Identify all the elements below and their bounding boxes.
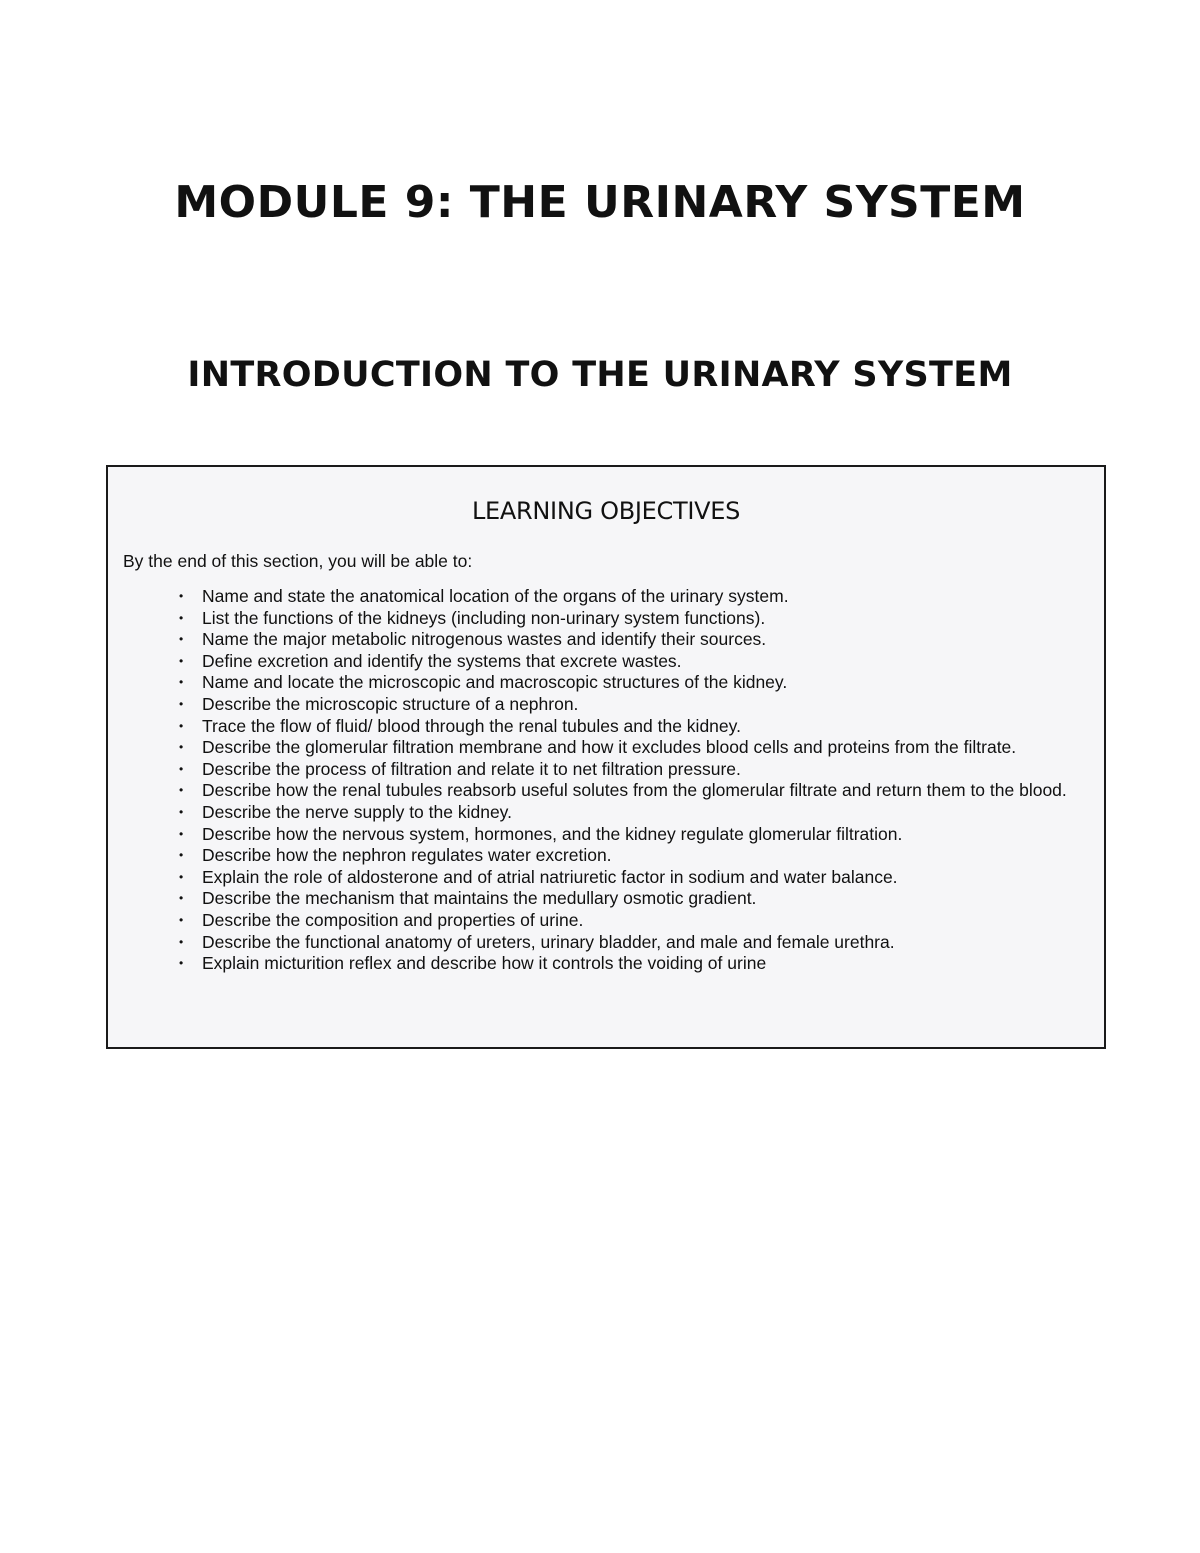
objective-text: Name and state the anatomical location of the organs of the urinary system. [202, 586, 789, 606]
bullet-icon: • [179, 610, 184, 625]
bullet-icon: • [179, 783, 184, 798]
objective-text: Describe the mechanism that maintains the medullary osmotic gradient. [202, 888, 757, 909]
bullet-icon: • [179, 740, 184, 755]
learning-objectives-box [106, 465, 1106, 1049]
objective-text: Describe the composition and properties of urine. [202, 909, 584, 930]
objective-text: Explain micturition reflex and describe how it controls the voiding of urine [202, 953, 767, 974]
objective-item [108, 932, 1104, 954]
objective-item [108, 759, 1104, 781]
bullet-icon: • [179, 869, 184, 884]
objective-text: Describe how the nervous system, hormones, and the kidney regulate glomerular filtration. [202, 823, 903, 844]
bullet-icon: • [179, 761, 184, 776]
objective-text: Describe the microscopic structure of a nephron. [202, 693, 579, 714]
objective-text: Describe how the renal tubules reabsorb useful solutes from the glomerular filtrate and return them to the blood. [202, 780, 1067, 801]
objectives-list [108, 586, 1104, 975]
bullet-icon: • [179, 848, 184, 863]
bullet-icon: • [179, 675, 184, 690]
objective-text: Name the major metabolic nitrogenous wastes and identify their sources. [202, 629, 767, 650]
objective-text: Describe the process of filtration and relate it to net filtration pressure. [202, 758, 741, 779]
bullet-icon: • [179, 956, 184, 971]
objective-item [108, 845, 1104, 867]
bullet-icon: • [179, 696, 184, 711]
objective-text: Describe how the nephron regulates water excretion. [202, 845, 612, 866]
objective-text: Explain the role of aldosterone and of atrial natriuretic factor in sodium and water balance. [202, 866, 898, 887]
bullet-icon: • [179, 718, 184, 733]
objective-text: Describe the glomerular filtration membrane and how it excludes blood cells and proteins from the filtrate. [202, 737, 1017, 758]
bullet-icon: • [179, 653, 184, 668]
section-title: INTRODUCTION TO THE URINARY SYSTEM [187, 355, 1013, 395]
objective-item [108, 953, 1104, 975]
objective-text: Define excretion and identify the systems that excrete wastes. [202, 650, 682, 671]
bullet-icon: • [179, 632, 184, 647]
objective-text: Name and locate the microscopic and macroscopic structures of the kidney. [202, 672, 788, 693]
objective-item [108, 867, 1104, 889]
objective-item [108, 824, 1104, 846]
bullet-icon: • [179, 934, 184, 949]
objective-item [108, 672, 1104, 694]
objective-text: Describe the functional anatomy of ureters, urinary bladder, and male and female urethra. [202, 931, 895, 952]
bullet-icon: • [179, 891, 184, 906]
bullet-icon: • [179, 589, 184, 603]
objective-item [108, 888, 1104, 910]
objective-item [108, 802, 1104, 824]
objective-item [108, 608, 1104, 630]
bullet-icon: • [179, 804, 184, 819]
objectives-intro: By the end of this section, you will be able to: [123, 551, 473, 571]
objective-item [108, 694, 1104, 716]
objective-item [108, 716, 1104, 738]
module-title: MODULE 9: THE URINARY SYSTEM [174, 177, 1026, 228]
bullet-icon: • [179, 826, 184, 841]
objective-text: Describe the nerve supply to the kidney. [202, 801, 512, 822]
objective-item [108, 910, 1104, 932]
objective-item [108, 586, 1104, 608]
objective-item [108, 780, 1104, 802]
bullet-icon: • [179, 912, 184, 927]
objective-item [108, 737, 1104, 759]
objective-item [108, 651, 1104, 673]
objective-text: Trace the flow of fluid/ blood through the renal tubules and the kidney. [202, 715, 741, 736]
objective-text: List the functions of the kidneys (including non-urinary system functions). [202, 607, 766, 628]
learning-objectives-heading: LEARNING OBJECTIVES [471, 497, 741, 525]
objective-item [108, 629, 1104, 651]
